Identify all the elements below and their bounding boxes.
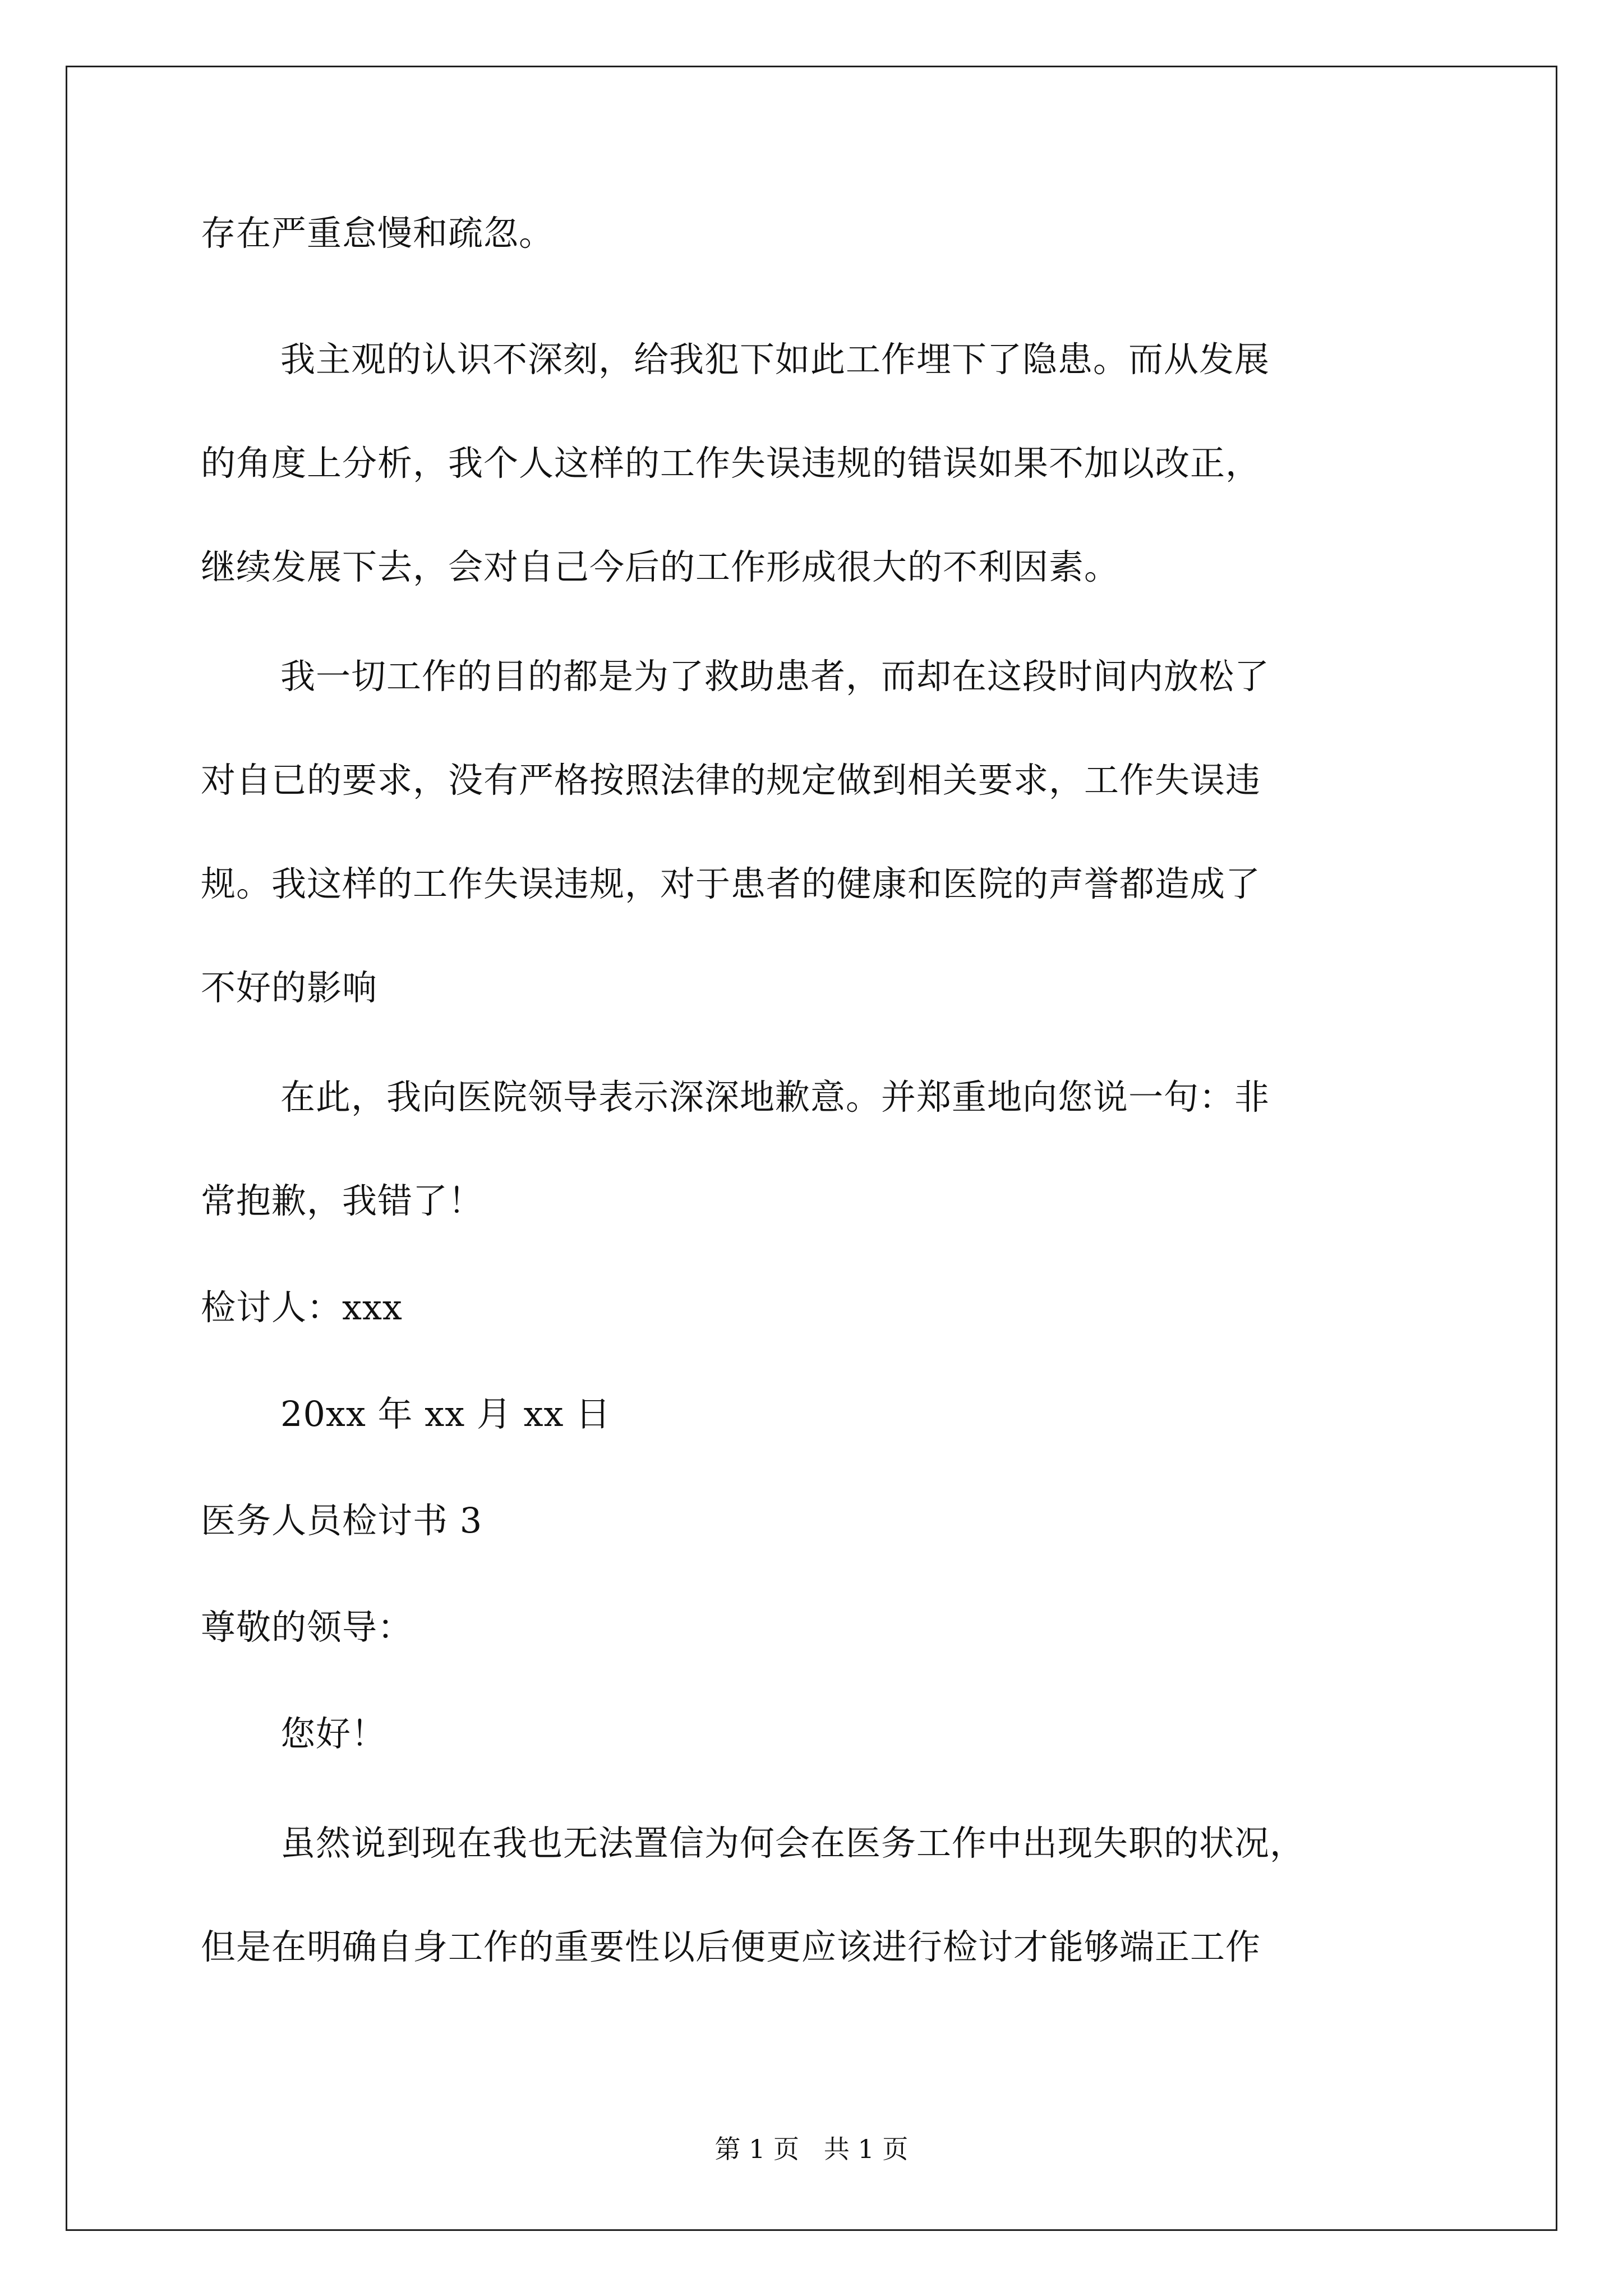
body-line-17: 但是在明确自身工作的重要性以后便更应该进行检讨才能够端正工作 (201, 1926, 1261, 1967)
salutation-line: 尊敬的领导： (201, 1607, 413, 1648)
signature-line: 检讨人：xxx (201, 1287, 403, 1328)
body-line-2: 我主观的认识不深刻，给我犯下如此工作埋下了隐患。而从发展 (280, 339, 1270, 380)
body-line-7: 规。我这样的工作失误违规，对于患者的健康和医院的声誉都造成了 (201, 863, 1261, 904)
body-line-5: 我一切工作的目的都是为了救助患者，而却在这段时间内放松了 (280, 656, 1270, 697)
body-line-4: 继续发展下去，会对自己今后的工作形成很大的不利因素。 (201, 546, 1120, 587)
body-line-3: 的角度上分析，我个人这样的工作失误违规的错误如果不加以改正， (201, 443, 1261, 484)
body-line-10: 常抱歉，我错了！ (201, 1180, 484, 1221)
date-line: 20xx 年 xx 月 xx 日 (280, 1393, 611, 1434)
page-border (66, 66, 1557, 2231)
body-line-6: 对自已的要求，没有严格按照法律的规定做到相关要求，工作失误违 (201, 760, 1261, 800)
page-number-footer: 第 1 页 共 1 页 (714, 2134, 909, 2164)
body-line-16: 虽然说到现在我也无法置信为何会在医务工作中出现失职的状况， (280, 1823, 1306, 1864)
greeting-line: 您好！ (280, 1713, 387, 1754)
body-line-1: 存在严重怠慢和疏忽。 (201, 213, 555, 254)
body-line-9: 在此，我向医院领导表示深深地歉意。并郑重地向您说一句：非 (280, 1076, 1270, 1117)
body-line-8: 不好的影响 (201, 967, 378, 1008)
section-title: 医务人员检讨书 3 (201, 1500, 483, 1541)
